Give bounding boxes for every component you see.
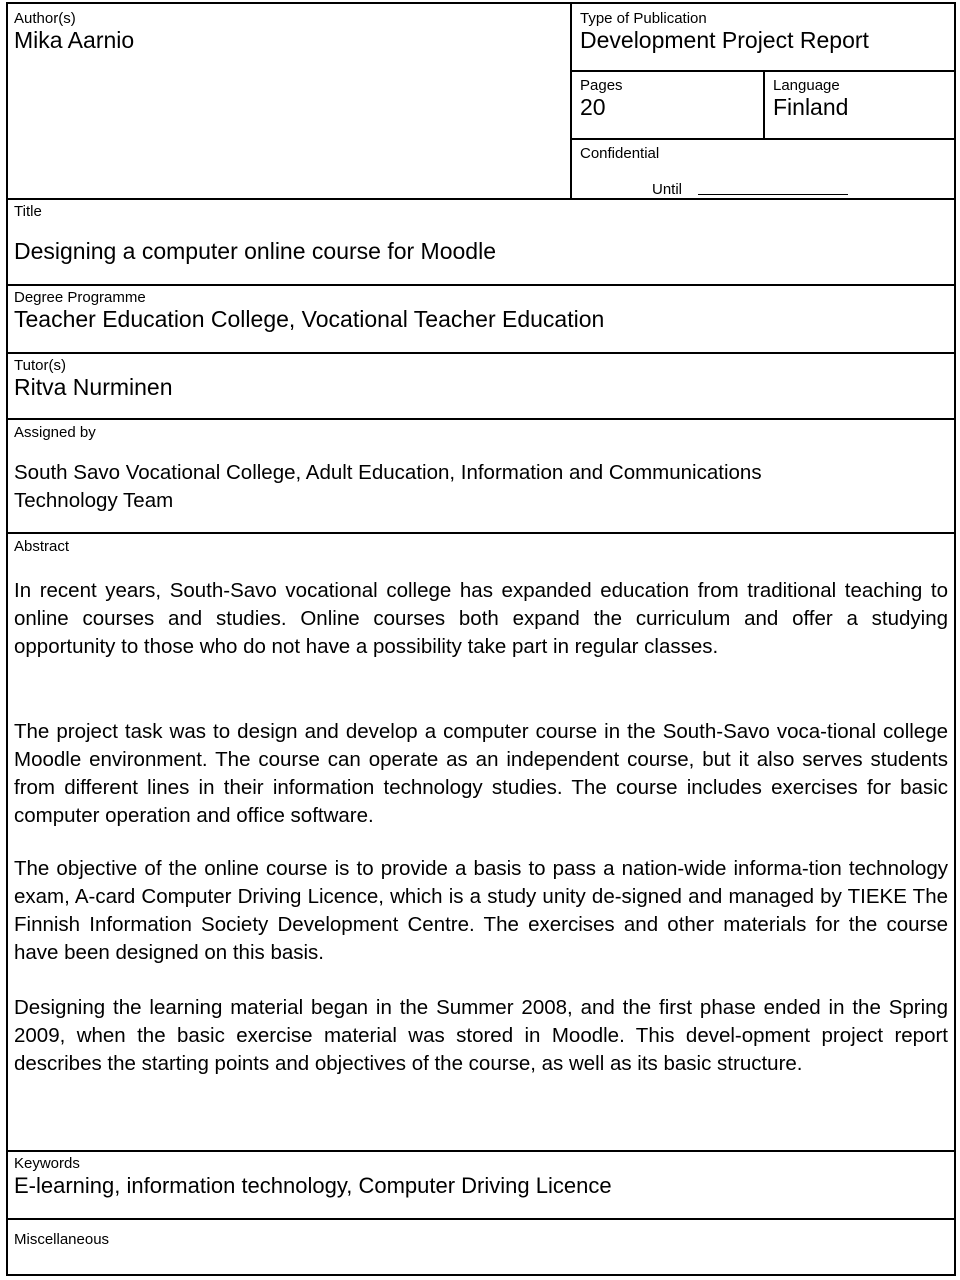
pages-language-divider: [763, 70, 765, 138]
divider-title: [8, 198, 954, 200]
until-field-line: [698, 194, 848, 195]
column-divider: [570, 4, 572, 200]
confidential-label: Confidential: [580, 145, 660, 162]
abstract-paragraph-4: Designing the learning material began in the Summer 2008, and the first phase ended in the Spring 2009, when the basic exercise material was stored in Moodle. This devel-opment project report describes the starting points and objectives of the course, as well as its basic structure.: [14, 996, 948, 1075]
keywords-value: E-learning, information technology, Computer Driving Licence: [14, 1173, 612, 1198]
pages-value: 20: [580, 94, 606, 120]
abstract-paragraph-1: In recent years, South-Savo vocational college has expanded education from traditional teaching to online courses and studies. Online courses both expand the curriculum and offer a studying opportunity to those who do not have a possibility take part in regular classes.: [14, 579, 948, 658]
assigned-line-1: South Savo Vocational College, Adult Education, Information and Communications: [14, 461, 762, 484]
divider-abstract: [8, 532, 954, 534]
abstract-paragraph-3: The objective of the online course is to provide a basis to pass a nation-wide informa-tion technology exam, A-card Computer Driving Licence, which is a study unity de-signed and managed by TIEKE The Finnish Information Society Development Centre. The exercises and other materials for the course have been designed on this basis.: [14, 857, 948, 964]
title-label: Title: [14, 203, 42, 220]
publication-type-label: Type of Publication: [580, 10, 707, 27]
tutor-value: Ritva Nurminen: [14, 374, 173, 400]
abstract-paragraph-2: The project task was to design and develop a computer course in the South-Savo voca-tional college Moodle environment. The course can operate as an independent course, but it also serves students from different lines in their information technology studies. The course includes exercises for basic computer operation and office software.: [14, 720, 948, 827]
divider-pages: [570, 138, 956, 140]
tutor-label: Tutor(s): [14, 357, 66, 374]
title-value: Designing a computer online course for Moodle: [14, 238, 496, 264]
description-form: [6, 2, 956, 1276]
language-value: Finland: [773, 94, 849, 120]
author-value: Mika Aarnio: [14, 27, 135, 53]
divider-tutor: [8, 352, 954, 354]
abstract-label: Abstract: [14, 538, 70, 555]
miscellaneous-label: Miscellaneous: [14, 1231, 110, 1248]
divider-keywords: [8, 1150, 954, 1152]
assigned-label: Assigned by: [14, 424, 96, 441]
degree-value: Teacher Education College, Vocational Teacher Education: [14, 306, 605, 332]
divider-misc: [8, 1218, 954, 1220]
pages-label: Pages: [580, 77, 623, 94]
language-label: Language: [773, 77, 840, 94]
author-label: Author(s): [14, 10, 76, 27]
divider-assigned: [8, 418, 954, 420]
until-label: Until: [652, 181, 683, 198]
degree-label: Degree Programme: [14, 289, 146, 306]
keywords-label: Keywords: [14, 1155, 80, 1172]
publication-type-value: Development Project Report: [580, 27, 869, 53]
divider-degree: [8, 284, 954, 286]
assigned-line-2: Technology Team: [14, 489, 174, 512]
